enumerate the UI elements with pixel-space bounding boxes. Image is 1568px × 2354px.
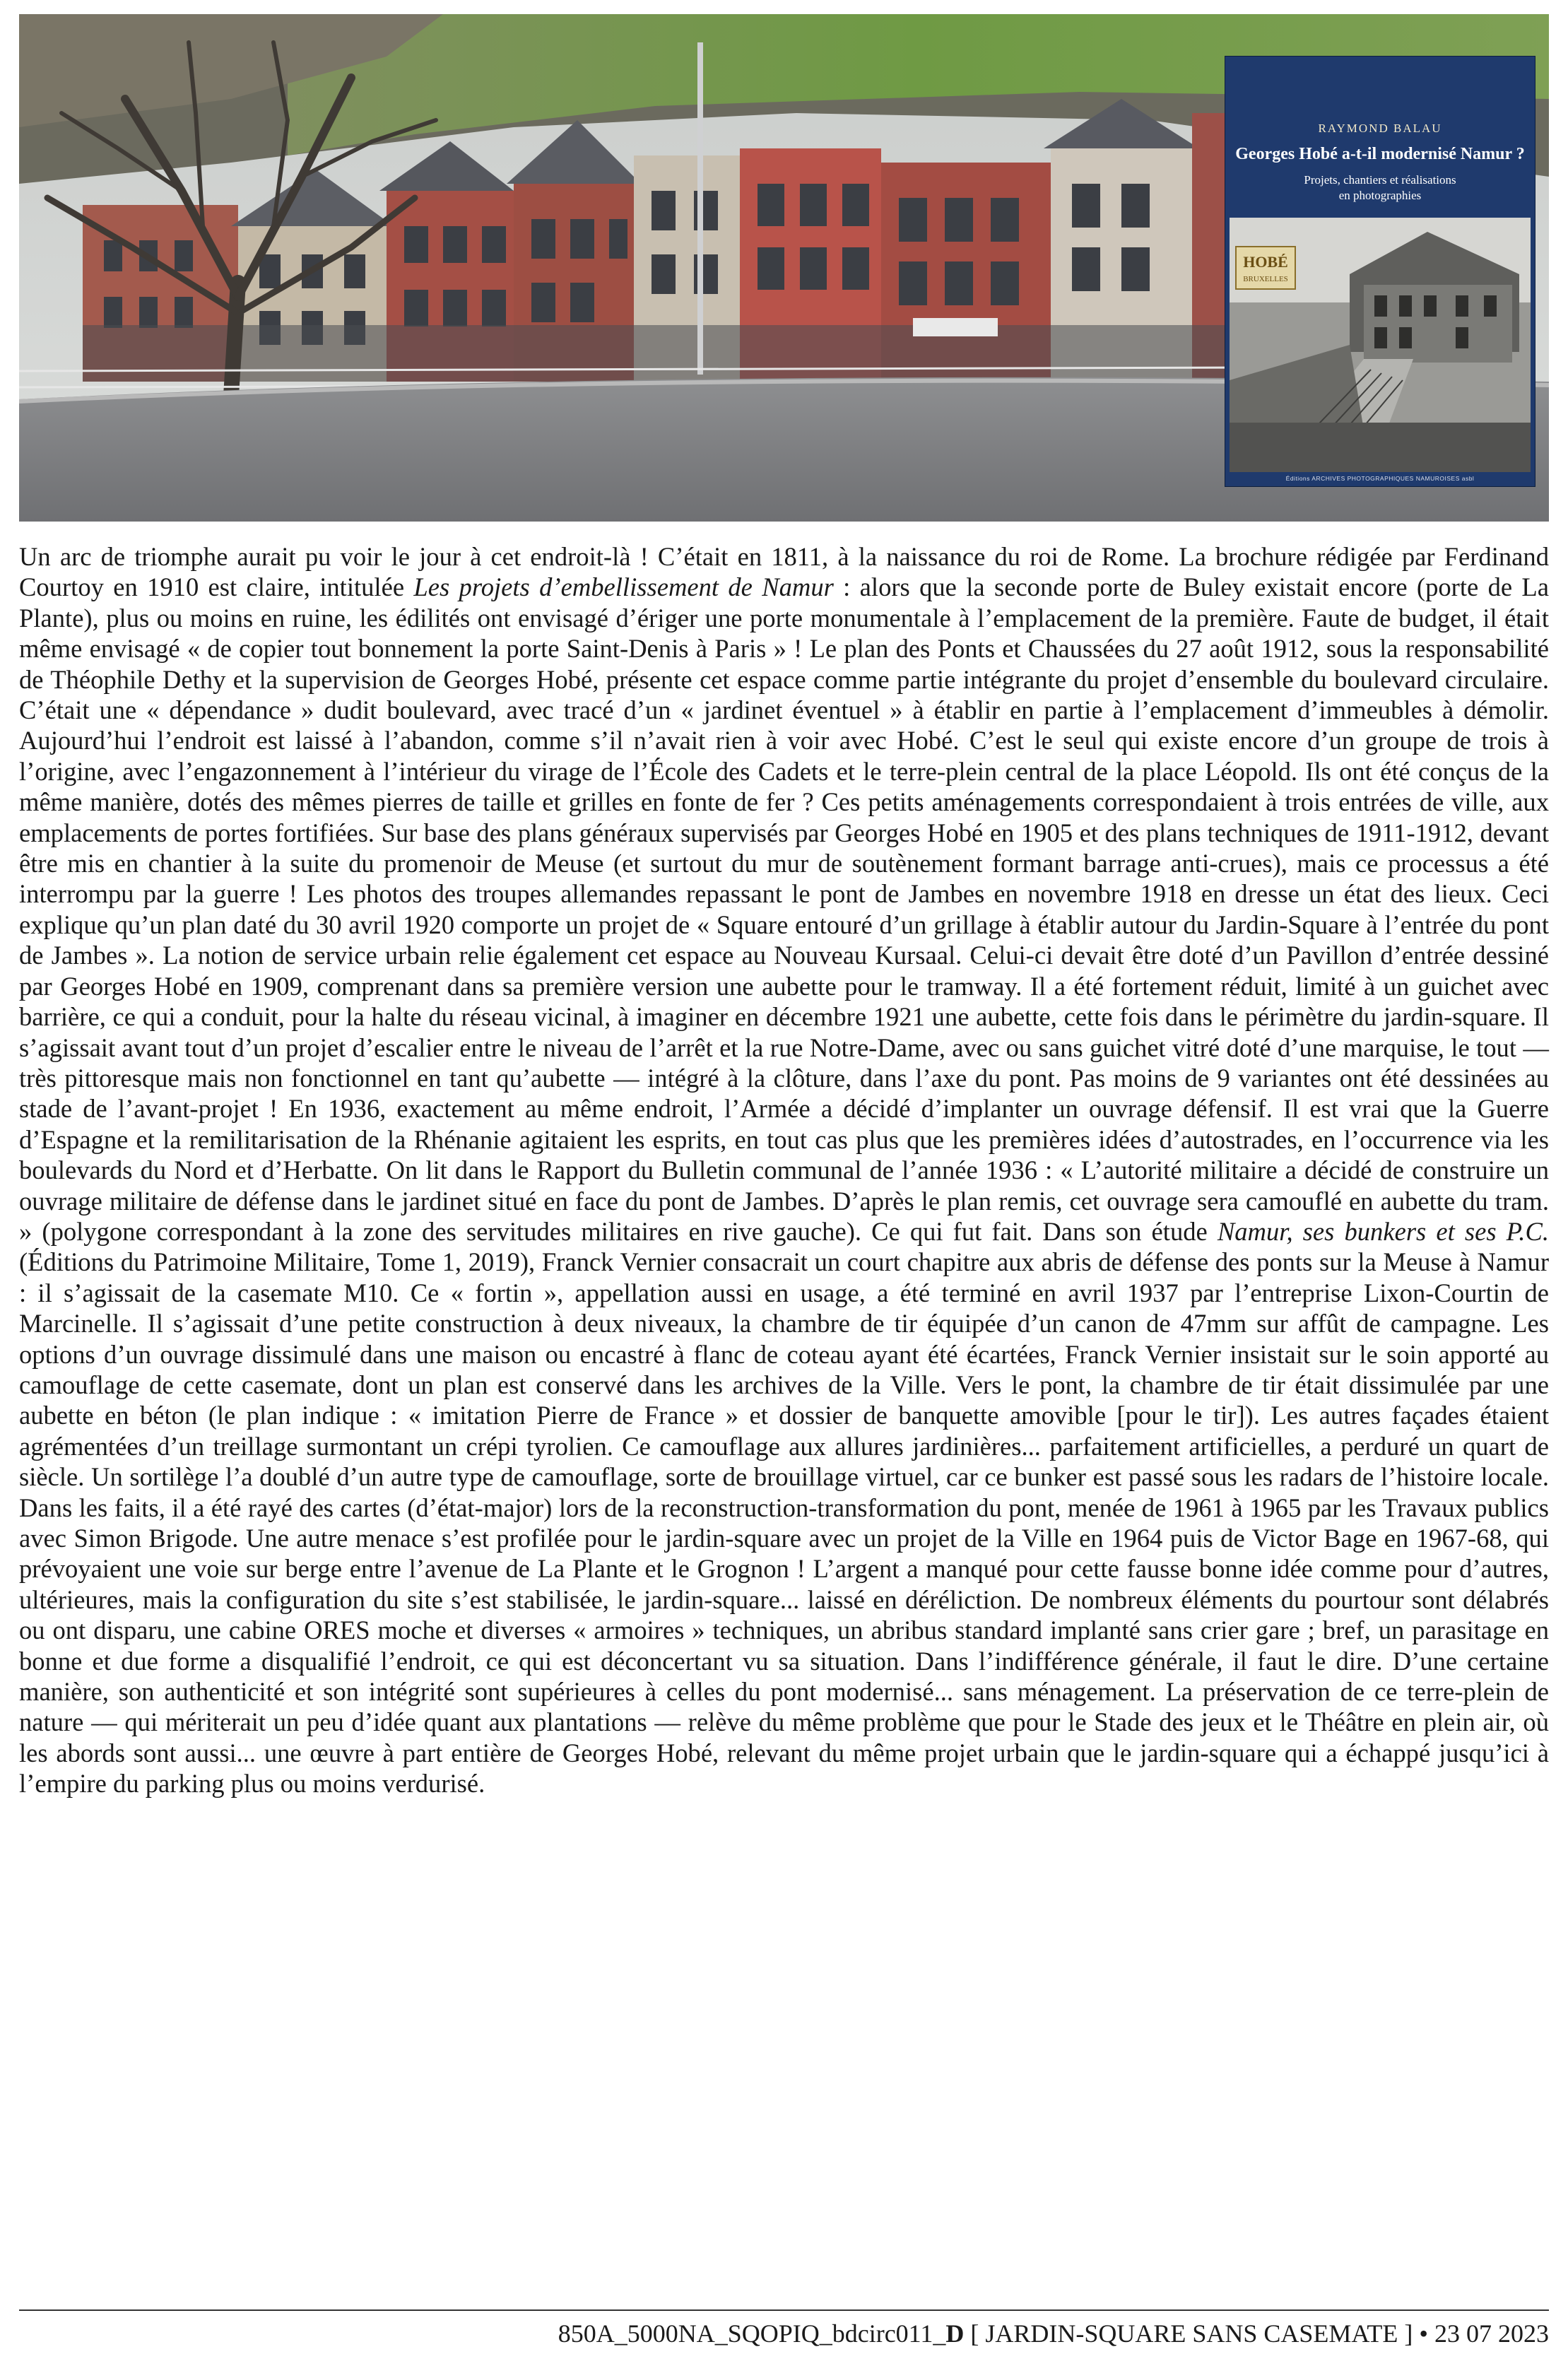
footer-reference: [558, 2318, 1549, 2349]
cover-badge-line2: BRUXELLES: [1243, 275, 1288, 283]
cover-subtitle: [1246, 172, 1514, 204]
cover-author: RAYMOND BALAU: [1318, 122, 1442, 135]
book-cover: [1225, 57, 1535, 486]
cover-subtitle-line2: en photographies: [1338, 189, 1422, 202]
article-text-2: : alors que la seconde porte de Buley existait encore (porte de La Plante), plus ou moins en ruine, les édilités ont envisagé d’ériger une porte monumentale à l’emplacement de la première. Faute de budget, il était même envisagé « de copier tout bonnement la porte Saint-Denis à Paris » ! Le plan des Ponts et Chaussées du 27 août 1912, sous la responsabilité de Théophile Dethy et la supervision de Georges Hobé, présente cet espace comme partie intégrante du projet d’ensemble du boulevard circulaire. C’était une « dépendance » dudit boulevard, avec tracé d’un « jardinet éventuel » à établir en partie à l’emplacement d’immeubles à démolir. Aujourd’hui l’endroit est laissé à l’abandon, comme s’il n’avait rien à voir avec Hobé. C’est le seul qui existe encore d’un groupe de trois à l’origine, avec l’engazonnement à l’intérieur du virage de l’École des Cadets et le terre-plein central de la place Léopold. Ils ont été conçus de la même manière, dotés des mêmes pierres de taille et grilles en fonte de fer ? Ces petits aménagements correspondaient à trois entrées de ville, aux emplacements de portes fortifiées. Sur base des plans généraux supervisés par Georges Hobé en 1905 et des plans techniques de 1911-1912, devant être mis en chantier à la suite du promenoir de Meuse (et surtout du mur de soutènement formant barrage anti-crues), mais ce processus a été interrompu par la guerre ! Les photos des troupes allemandes repassant le pont de Jambes en novembre 1918 en dresse un état des lieux. Ceci explique qu’un plan daté du 30 avril 1920 comporte un projet de « Square entouré d’un grillage à établir autour du Jardin-Square à l’entrée du pont de Jambes ». La notion de service urbain relie également cet espace au Nouveau Kursaal. Celui-ci devait être doté d’un Pavillon d’entrée dessiné par Georges Hobé en 1909, comprenant dans sa première version une aubette pour le tramway. Il a été fortement réduit, limité à un guichet avec barrière, ce qui a conduit, pour la halte du réseau vicinal, à imaginer en décembre 1921 une aubette, cette fois dans le périmètre du jardin-square. Il s’agissait avant tout d’un projet d’escalier entre le niveau de l’arrêt et la rue Notre-Dame, avec ou sans guichet vitré doté d’une marquise, le tout — très pittoresque mais non fonctionnel en tant qu’aubette — intégré à la clôture, dans l’axe du pont. Pas moins de 9 variantes ont été dessinées au stade de l’avant-projet ! En 1936, exactement au même endroit, l’Armée a décidé d’implanter un ouvrage défensif. Il est vrai que la Guerre d’Espagne et la remilitarisation de la Rhénanie agitaient les esprits, en tout cas plus que les premières idées d’autostrades, en l’occurrence via les boulevards du Nord et d’Herbatte. On lit dans le Rapport du Bulletin communal de l’année 1936 : « L’autorité militaire a décidé de construire un ouvrage militaire de défense dans le jardinet situé en face du pont de Jambes. D’après le plan remis, cet ouvrage sera camouflé en aubette du tram. » (polygone correspondant à la zone des servitudes militaires en rive gauche). Ce qui fut fait. Dans son étude: [19, 572, 1549, 1246]
cover-badge-line1: HOBÉ: [1243, 253, 1288, 271]
cover-badge: [1235, 246, 1296, 290]
article-italic-title-2: Namur, ses bunkers et ses P.C.: [1217, 1216, 1549, 1246]
cover-title: Georges Hobé a-t-il modernisé Namur ?: [1235, 145, 1525, 163]
hobe-logo-icon: [1235, 246, 1296, 290]
article-text-1: Un arc de triomphe aurait pu voir le jour à cet endroit-là ! C’était en 1811, à la naissance du roi de Rome. La brochure rédigée par Ferdinand Courtoy en 1910 est claire, intitulée: [19, 542, 1549, 602]
footer-title-date: [ JARDIN-SQUARE SANS CASEMATE ] • 23 07 2023: [964, 2319, 1549, 2348]
footer-code: 850A_5000NA_SQOPIQ_bdcirc011_: [558, 2319, 946, 2348]
lamp-post: [697, 42, 703, 375]
article-body: [19, 541, 1549, 1799]
footer-rule: [19, 2309, 1549, 2311]
article-italic-title-1: Les projets d’embellissement de Namur: [413, 572, 834, 602]
article-text-3: (Éditions du Patrimoine Militaire, Tome 1, 2019), Franck Vernier consacrait un court chapitre aux abris de défense des ponts sur la Meuse à Namur : il s’agissait de la casemate M10. Ce « fortin », appellation aussi en usage, a été terminé en avril 1937 par l’entreprise Lixon-Courtin de Marcinelle. Il s’agissait d’une petite construction à deux niveaux, la chambre de tir équipée d’un canon de 47mm sur affût de campagne. Les options d’un ouvrage dissimulé dans une maison ou encastré à flanc de coteau ayant été écartées, Franck Vernier insistait sur le soin apporté au camouflage de cette casemate, dont un plan est conservé dans les archives de la Ville. Vers le pont, la chambre de tir était dissimulée par une aubette en béton (le plan indique : « imitation Pierre de France » et dossier de banquette amovible [pour le tir]). Les autres façades étaient agrémentées d’un treillage surmontant un crépi tyrolien. Ce camouflage aux allures jardinières... parfaitement artificielles, a perduré un quart de siècle. Un sortilège l’a doublé d’un autre type de camouflage, sorte de brouillage virtuel, car ce bunker est passé sous les radars de l’histoire locale. Dans les faits, il a été rayé des cartes (d’état-major) lors de la reconstruction-transformation du pont, menée de 1961 à 1965 par les Travaux publics avec Simon Brigode. Une autre menace s’est profilée pour le jardin-square avec un projet de la Ville en 1964 puis de Victor Bage en 1967-68, qui prévoyaient une voie sur berge entre l’avenue de La Plante et le Grognon ! L’argent a manqué pour cette fausse bonne idée comme pour d’autres, ultérieures, mais la configuration du site s’est stabilisée, le jardin-square... laissé en déréliction. De nombreux éléments du pourtour sont délabrés ou ont disparu, une cabine ORES moche et diverses « armoires » techniques, un abribus standard implanté sans crier gare ; bref, un parasitage en bonne et due forme a disqualifié l’endroit, ce qui est déconcertant vu sa situation. Dans l’indifférence générale, il faut le dire. D’une certaine manière, son authenticité et son intégrité sont supérieures à celles du pont modernisé... sans ménagement. La préservation de ce terre-plein de nature — qui mériterait un peu d’idée quant aux plantations — relève du même problème que pour le Stade des jeux et le Théâtre en plein air, où les abords sont aussi... une œuvre à part entière de Georges Hobé, relevant du même projet urbain que le jardin-square qui a échappé jusqu’ici à l’empire du parking plus ou moins verdurisé.: [19, 1247, 1549, 1799]
footer-version-mark: D: [945, 2319, 965, 2348]
cover-publisher: Éditions ARCHIVES PHOTOGRAPHIQUES NAMUROISES asbl: [1285, 475, 1475, 482]
article-paragraph: [19, 541, 1549, 1799]
cover-subtitle-line1: Projets, chantiers et réalisations: [1304, 173, 1456, 187]
